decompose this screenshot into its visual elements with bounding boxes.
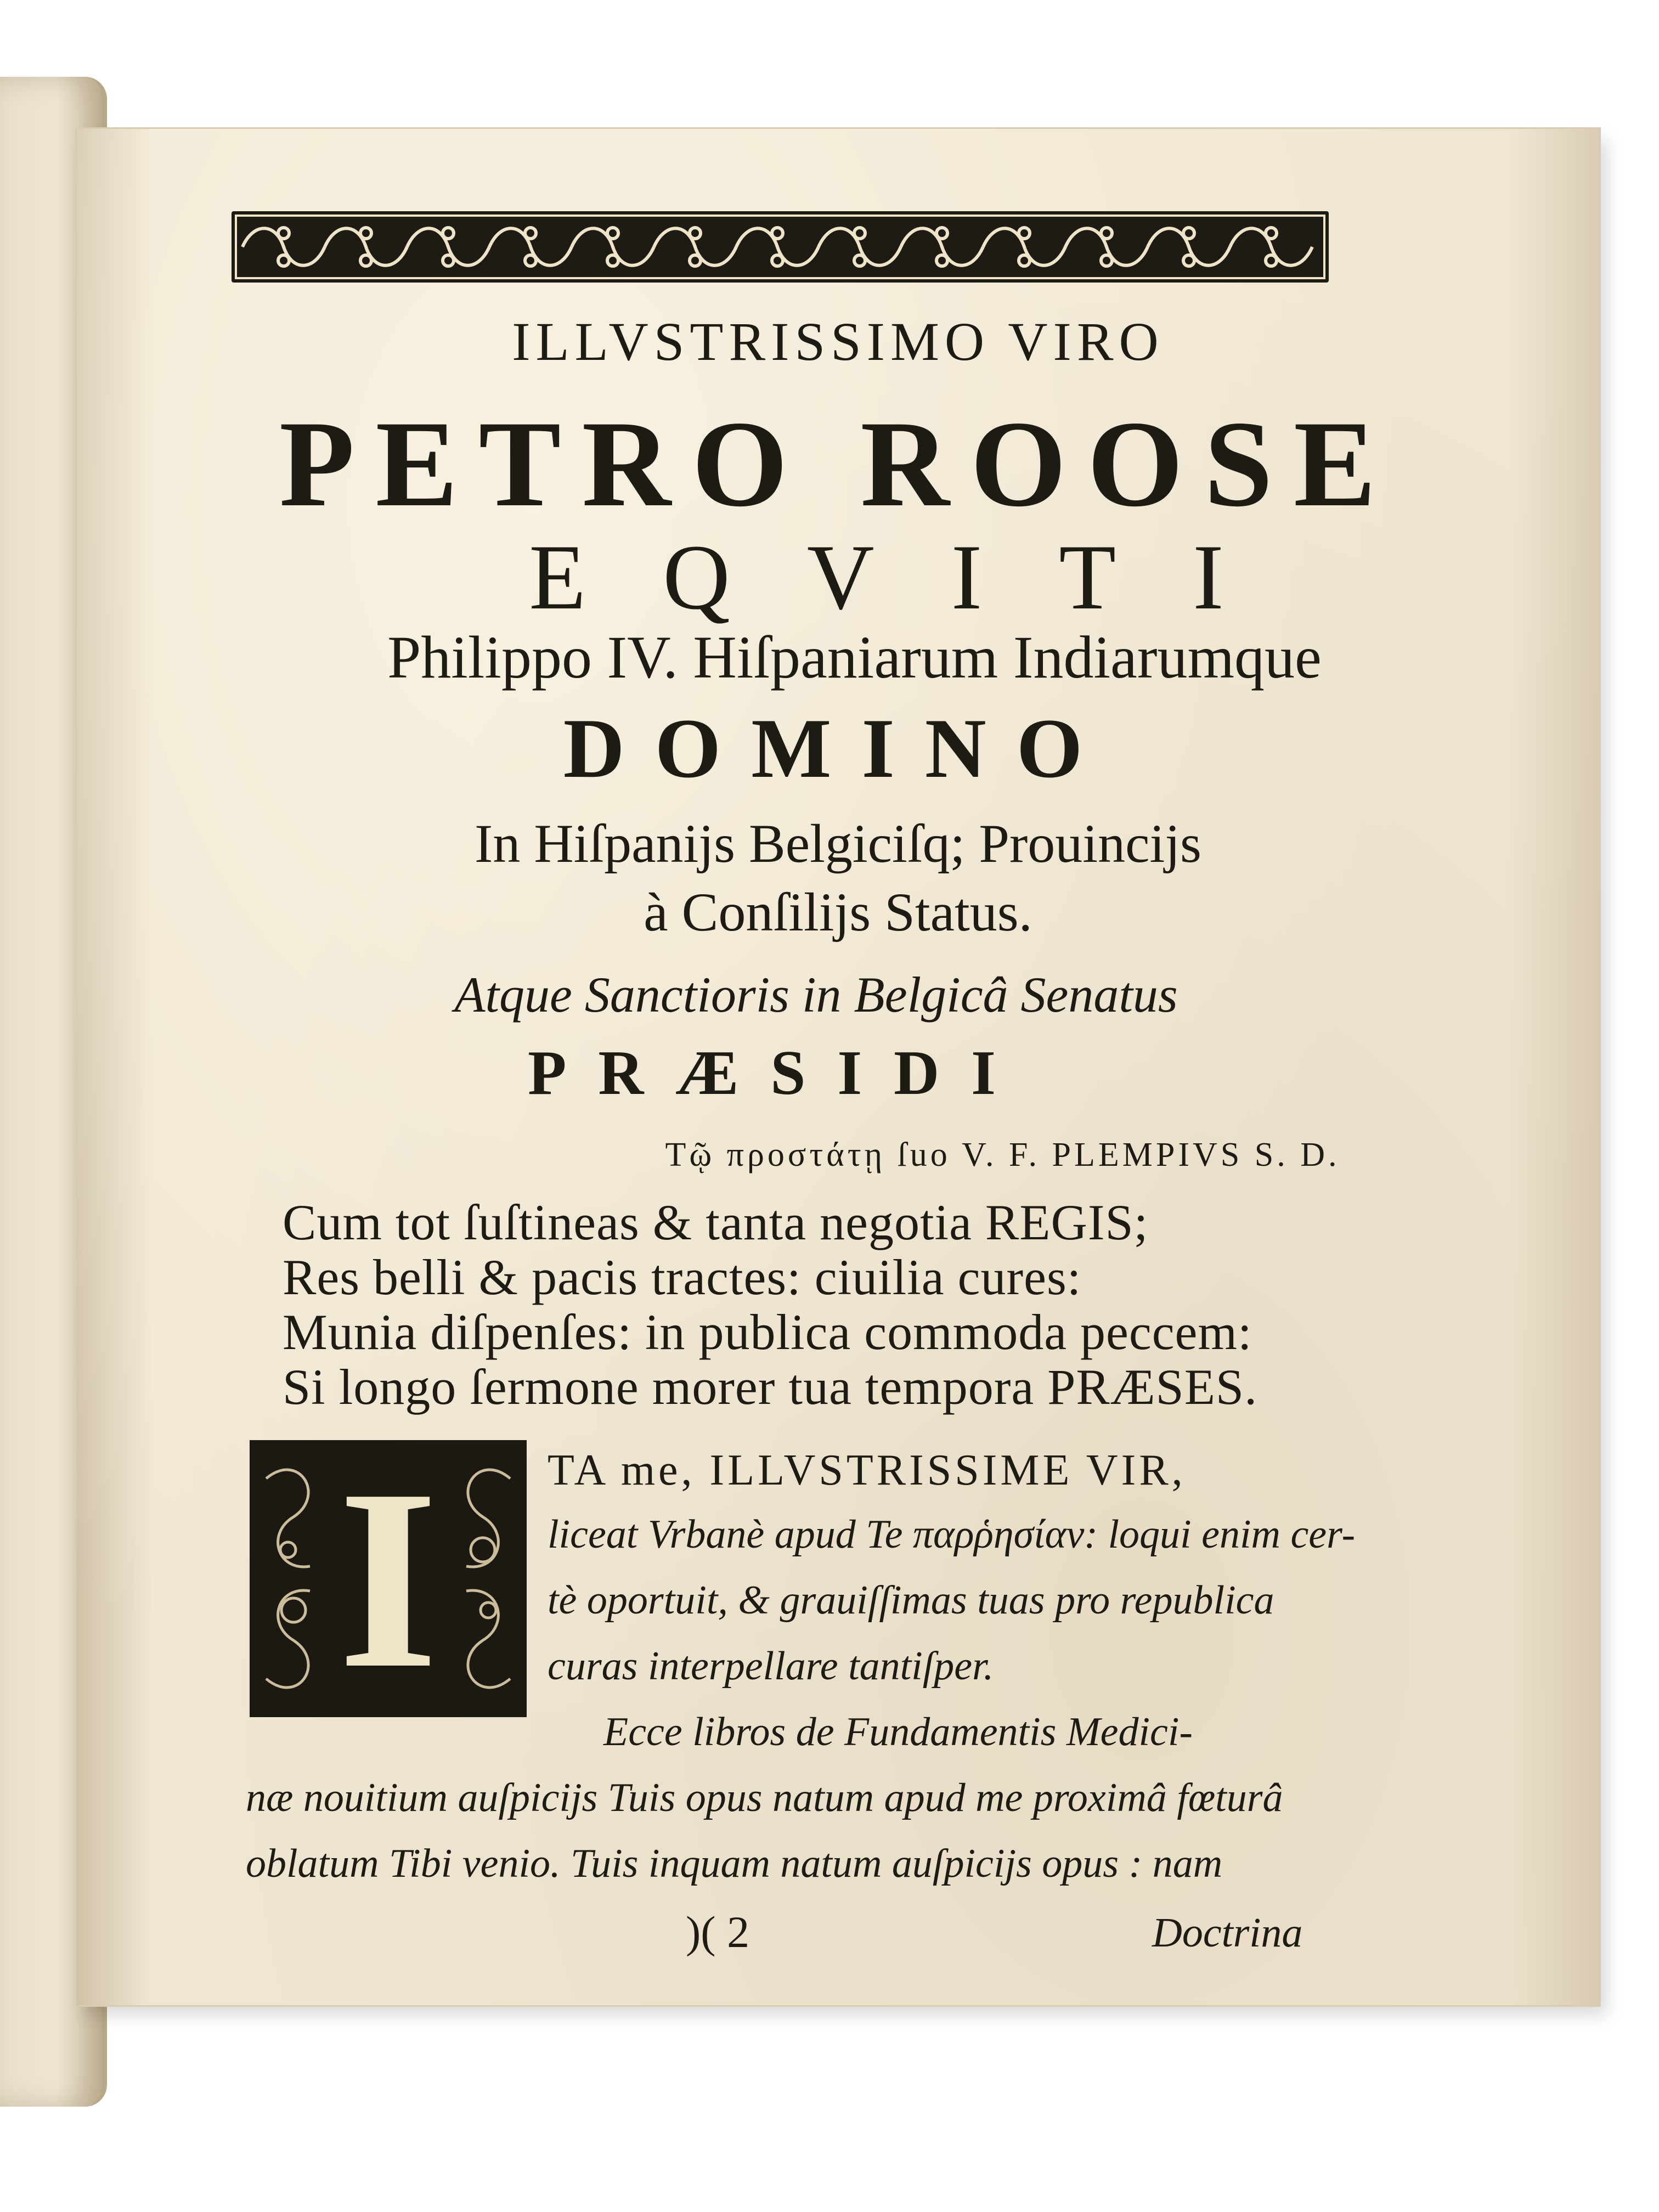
dedicatee-rank: EQVITI [529, 526, 1301, 629]
title-line-atque: Atque Sanctioris in Belgicâ Senatus [454, 967, 1178, 1023]
initial-letter: I [338, 1435, 438, 1722]
headpiece-pattern [232, 211, 1329, 283]
dedication-line: ILLVSTRISSIMO VIRO [512, 311, 1164, 372]
decorated-initial [250, 1435, 527, 1722]
signature-mark: )( 2 [686, 1907, 750, 1957]
title-line-philippo: Philippo IV. Hiſpaniarum Indiarumque [387, 624, 1322, 691]
title-line-domino: DOMINO [563, 701, 1113, 795]
prose-line: TA me, ILLVSTRISSIME VIR, [548, 1446, 1186, 1494]
prose-line: liceat Vrbanè apud Te παρῥησίαν: loqui enim cer- [548, 1512, 1356, 1557]
prose-line: Ecce libros de Fundamentis Medici- [603, 1709, 1193, 1754]
verse-line: Cum tot ſuſtineas & tanta negotia REGIS; [283, 1194, 1149, 1250]
title-line-praesidi: PRÆSIDI [528, 1038, 1028, 1108]
prose-line: curas interpellare tantiſper. [548, 1644, 994, 1689]
prose-line: oblatum Tibi venio. Tuis inquam natum auſpicijs opus : nam [246, 1841, 1223, 1886]
prose-line: tè oportuit, & grauiſſimas tuas pro republica [548, 1578, 1274, 1623]
verse-line: Res belli & pacis tractes: ciuilia cures: [283, 1249, 1082, 1305]
ornamental-headpiece [232, 211, 1329, 283]
title-line-consilijs: à Conſilijs Status. [644, 882, 1032, 943]
book-page [77, 129, 1599, 2005]
prose-line: næ nouitium auſpicijs Tuis opus natum apud me proximâ fœturâ [246, 1775, 1283, 1820]
title-line-hispanijs: In Hiſpanijs Belgiciſq; Prouincijs [475, 813, 1201, 874]
verse-line: Munia diſpenſes: in publica commoda peccem: [283, 1304, 1252, 1360]
salutation-line: Τῷ προστάτῃ ſuo V. F. PLEMPIVS S. D. [665, 1136, 1340, 1173]
dedicatee-name: PETRO ROOSE [279, 395, 1397, 532]
catchword: Doctrina [1152, 1910, 1303, 1956]
verse-line: Si longo ſermone morer tua tempora PRÆSES. [283, 1359, 1258, 1415]
